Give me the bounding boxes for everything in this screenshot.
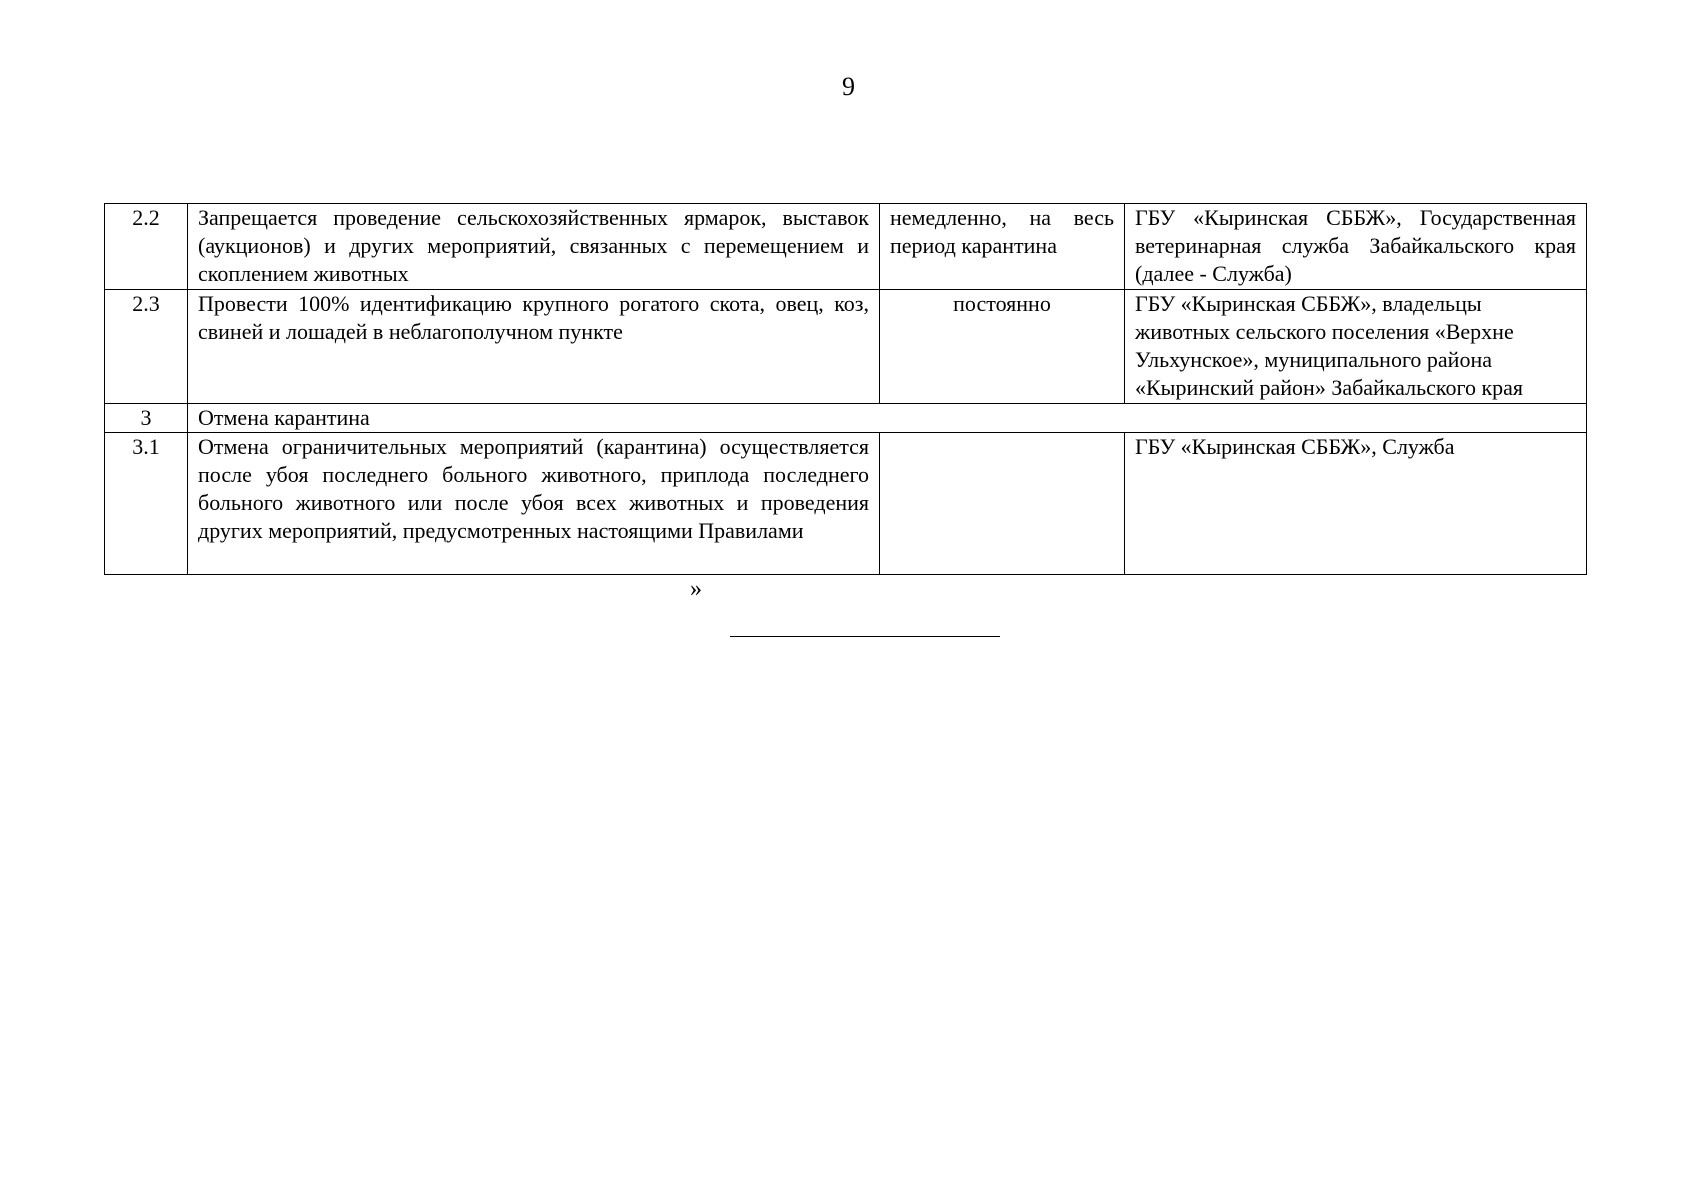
row-number: 2.2 [105, 204, 188, 290]
section-title: Отмена карантина [188, 404, 1587, 433]
measure-cell: Отмена ограничительных мероприятий (карантина) осуществляется после убоя последнего больного животного, приплода последнего больного животного или после убоя всех животных и проведения других мероприятий, предусмотренных настоящими Правилами [188, 433, 880, 575]
table-row [105, 433, 1587, 575]
closing-quote: » [690, 576, 702, 602]
deadline-cell: постоянно [880, 290, 1125, 404]
responsible-cell: ГБУ «Кыринская СББЖ», Государственная ветеринарная служба Забайкальского края (далее - Служба) [1125, 204, 1587, 290]
measures-table [104, 203, 1587, 575]
row-number: 2.3 [105, 290, 188, 404]
section-number: 3 [105, 404, 188, 433]
table-row [105, 204, 1587, 290]
row-number: 3.1 [105, 433, 188, 575]
measure-cell: Провести 100% идентификацию крупного рогатого скота, овец, коз, свиней и лошадей в неблагополучном пункте [188, 290, 880, 404]
table-row [105, 290, 1587, 404]
section-row [105, 404, 1587, 433]
responsible-cell: ГБУ «Кыринская СББЖ», владельцы животных сельского поселения «Верхне Ульхунское», муниципального района «Кыринский район» Забайкальского края [1125, 290, 1587, 404]
responsible-cell: ГБУ «Кыринская СББЖ», Служба [1125, 433, 1587, 575]
measure-cell: Запрещается проведение сельскохозяйственных ярмарок, выставок (аукционов) и других мероприятий, связанных с перемещением и скоплением животных [188, 204, 880, 290]
deadline-cell [880, 433, 1125, 575]
page-number: 9 [842, 72, 855, 101]
deadline-cell: немедленно, на весь период карантина [880, 204, 1125, 290]
end-line [730, 636, 1000, 637]
